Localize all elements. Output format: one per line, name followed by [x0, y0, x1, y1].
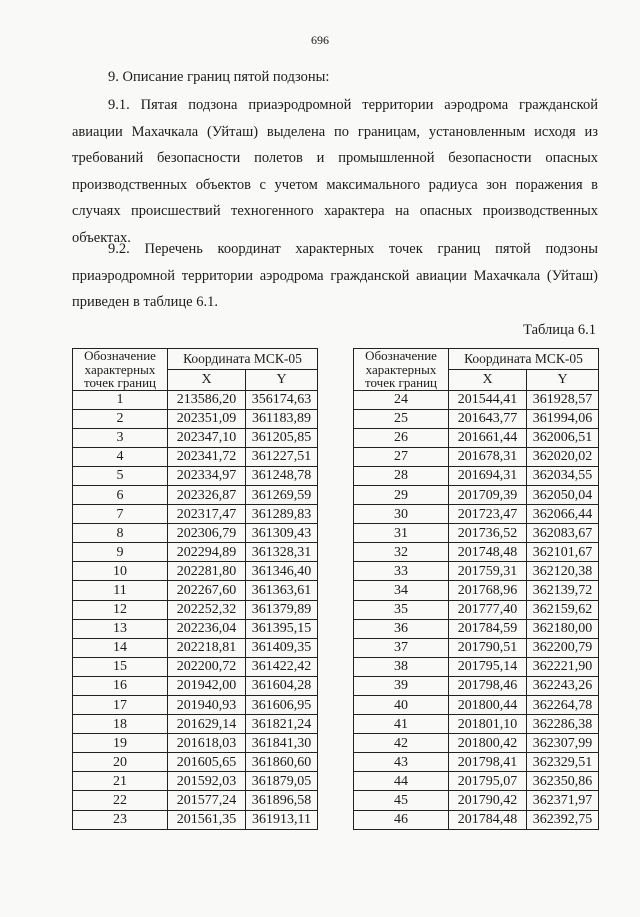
coord-x: 201768,96 [449, 581, 527, 600]
table-row [354, 505, 599, 524]
page-number: 696 [311, 33, 329, 47]
table-row [354, 810, 599, 829]
coord-y: 361248,78 [246, 466, 318, 485]
table-row [354, 466, 599, 485]
coord-x: 202317,47 [168, 505, 246, 524]
coord-y: 361328,31 [246, 543, 318, 562]
coord-y: 361879,05 [246, 772, 318, 791]
point-number: 27 [354, 447, 449, 466]
coord-y: 362180,00 [527, 619, 599, 638]
point-number: 41 [354, 715, 449, 734]
table-row [73, 715, 318, 734]
coord-x: 201709,39 [449, 485, 527, 504]
point-number: 6 [73, 485, 168, 504]
table-row [73, 734, 318, 753]
coord-y: 361896,58 [246, 791, 318, 810]
table-row [354, 619, 599, 638]
coord-y: 361821,24 [246, 715, 318, 734]
coord-x: 201798,41 [449, 753, 527, 772]
coord-y: 362120,38 [527, 562, 599, 581]
point-number: 39 [354, 676, 449, 695]
coord-x: 201795,14 [449, 657, 527, 676]
table-row [354, 715, 599, 734]
point-number: 11 [73, 581, 168, 600]
paragraph-9-1: 9.1. Пятая подзона приаэродромной территории аэродрома гражданской авиации Махачкала (Уйташ) выделена по границам, установленным исходя из требований безопасности полетов и промышленной безопасности опасных производственных объектов с учетом максимального радиуса зон поражения в случаях происшествий техногенного характера на опасных производственных объектах. [72, 97, 598, 246]
coord-y: 361604,28 [246, 676, 318, 695]
coord-x: 202347,10 [168, 428, 246, 447]
coord-y: 362034,55 [527, 466, 599, 485]
coord-x: 201577,24 [168, 791, 246, 810]
table-row [73, 676, 318, 695]
section-heading: 9. Описание границ пятой подзоны: [108, 69, 330, 85]
point-number: 8 [73, 524, 168, 543]
table-row [354, 447, 599, 466]
coord-x: 201694,31 [449, 466, 527, 485]
table-row [73, 543, 318, 562]
coord-y: 362392,75 [527, 810, 599, 829]
table-row [354, 581, 599, 600]
coord-y: 361346,40 [246, 562, 318, 581]
coord-y: 362307,99 [527, 734, 599, 753]
point-number: 43 [354, 753, 449, 772]
point-number: 34 [354, 581, 449, 600]
point-number: 23 [73, 810, 168, 829]
coord-x: 201801,10 [449, 715, 527, 734]
table-row [354, 772, 599, 791]
coord-y: 361994,06 [527, 409, 599, 428]
coord-y: 361606,95 [246, 696, 318, 715]
coord-x: 202267,60 [168, 581, 246, 600]
table-row [354, 676, 599, 695]
point-number: 19 [73, 734, 168, 753]
coord-x: 201561,35 [168, 810, 246, 829]
coordinates-table-right [353, 348, 599, 830]
table-row [354, 543, 599, 562]
table-row [73, 390, 318, 409]
point-number: 18 [73, 715, 168, 734]
coord-x: 202351,09 [168, 409, 246, 428]
coord-y: 361395,15 [246, 619, 318, 638]
table-row [354, 753, 599, 772]
coord-y: 362159,62 [527, 600, 599, 619]
coord-x: 201798,46 [449, 676, 527, 695]
coord-y: 362350,86 [527, 772, 599, 791]
coord-y: 361289,83 [246, 505, 318, 524]
point-number: 22 [73, 791, 168, 810]
header-y: Y [527, 369, 599, 390]
coord-x: 202218,81 [168, 638, 246, 657]
point-number: 1 [73, 390, 168, 409]
coord-x: 201784,59 [449, 619, 527, 638]
table-row [354, 657, 599, 676]
coord-x: 201800,44 [449, 696, 527, 715]
coord-x: 202326,87 [168, 485, 246, 504]
coord-x: 201942,00 [168, 676, 246, 695]
table-row [354, 600, 599, 619]
point-number: 29 [354, 485, 449, 504]
coord-y: 361205,85 [246, 428, 318, 447]
coord-y: 356174,63 [246, 390, 318, 409]
point-number: 14 [73, 638, 168, 657]
coord-y: 362101,67 [527, 543, 599, 562]
point-number: 5 [73, 466, 168, 485]
table-row [73, 485, 318, 504]
point-number: 3 [73, 428, 168, 447]
table-row [73, 638, 318, 657]
coord-y: 361363,61 [246, 581, 318, 600]
coord-y: 361913,11 [246, 810, 318, 829]
table-row [354, 390, 599, 409]
table-row [73, 409, 318, 428]
table-row [73, 810, 318, 829]
point-number: 2 [73, 409, 168, 428]
point-number: 20 [73, 753, 168, 772]
header-x: X [449, 369, 527, 390]
point-number: 28 [354, 466, 449, 485]
point-number: 24 [354, 390, 449, 409]
coord-x: 202200,72 [168, 657, 246, 676]
point-number: 17 [73, 696, 168, 715]
coord-y: 362066,44 [527, 505, 599, 524]
point-number: 30 [354, 505, 449, 524]
coord-x: 201777,40 [449, 600, 527, 619]
coord-y: 362329,51 [527, 753, 599, 772]
table-row [354, 638, 599, 657]
coord-x: 201759,31 [449, 562, 527, 581]
point-number: 44 [354, 772, 449, 791]
point-number: 26 [354, 428, 449, 447]
table-row [73, 657, 318, 676]
coord-x: 201784,48 [449, 810, 527, 829]
coord-x: 202294,89 [168, 543, 246, 562]
header-y: Y [246, 369, 318, 390]
coord-y: 361183,89 [246, 409, 318, 428]
coord-x: 201678,31 [449, 447, 527, 466]
table-row [354, 734, 599, 753]
coord-x: 201723,47 [449, 505, 527, 524]
coord-y: 361227,51 [246, 447, 318, 466]
table-row [73, 753, 318, 772]
table-row [73, 447, 318, 466]
table-row [73, 772, 318, 791]
coordinates-table-left [72, 348, 318, 830]
point-number: 45 [354, 791, 449, 810]
coord-x: 201592,03 [168, 772, 246, 791]
table-row [73, 600, 318, 619]
coord-x: 201643,77 [449, 409, 527, 428]
table-row [354, 485, 599, 504]
point-number: 25 [354, 409, 449, 428]
coord-x: 202252,32 [168, 600, 246, 619]
point-number: 7 [73, 505, 168, 524]
paragraph-9-2: 9.2. Перечень координат характерных точек границ пятой подзоны приаэродромной территории аэродрома гражданской авиации Махачкала (Уйташ) приведен в таблице 6.1. [72, 241, 598, 310]
point-number: 21 [73, 772, 168, 791]
coord-y: 362264,78 [527, 696, 599, 715]
coord-y: 361269,59 [246, 485, 318, 504]
coord-y: 362286,38 [527, 715, 599, 734]
table-row [73, 466, 318, 485]
header-coordinates: Координата МСК-05 [168, 349, 318, 370]
coord-x: 201629,14 [168, 715, 246, 734]
point-number: 15 [73, 657, 168, 676]
coord-x: 201544,41 [449, 390, 527, 409]
point-number: 10 [73, 562, 168, 581]
coord-y: 361409,35 [246, 638, 318, 657]
coord-x: 201795,07 [449, 772, 527, 791]
coord-y: 361422,42 [246, 657, 318, 676]
point-number: 12 [73, 600, 168, 619]
point-number: 40 [354, 696, 449, 715]
table-row [73, 505, 318, 524]
coord-y: 362050,04 [527, 485, 599, 504]
coord-x: 201790,42 [449, 791, 527, 810]
coord-x: 201618,03 [168, 734, 246, 753]
coord-y: 361860,60 [246, 753, 318, 772]
coord-y: 361309,43 [246, 524, 318, 543]
coord-x: 202341,72 [168, 447, 246, 466]
coord-x: 201940,93 [168, 696, 246, 715]
coord-y: 361841,30 [246, 734, 318, 753]
table-row [73, 562, 318, 581]
header-x: X [168, 369, 246, 390]
point-number: 16 [73, 676, 168, 695]
coord-x: 202334,97 [168, 466, 246, 485]
coord-y: 361928,57 [527, 390, 599, 409]
table-row [73, 428, 318, 447]
coord-y: 362006,51 [527, 428, 599, 447]
table-row [354, 696, 599, 715]
header-points: Обозначение характерных точек границ [354, 349, 449, 391]
coord-y: 362020,02 [527, 447, 599, 466]
point-number: 33 [354, 562, 449, 581]
point-number: 35 [354, 600, 449, 619]
coord-y: 362243,26 [527, 676, 599, 695]
header-points: Обозначение характерных точек границ [73, 349, 168, 391]
point-number: 37 [354, 638, 449, 657]
point-number: 46 [354, 810, 449, 829]
coord-x: 202281,80 [168, 562, 246, 581]
point-number: 9 [73, 543, 168, 562]
point-number: 32 [354, 543, 449, 562]
table-row [354, 409, 599, 428]
coord-y: 361379,89 [246, 600, 318, 619]
table-row [354, 524, 599, 543]
coord-y: 362200,79 [527, 638, 599, 657]
coord-y: 362083,67 [527, 524, 599, 543]
coord-y: 362221,90 [527, 657, 599, 676]
coord-y: 362371,97 [527, 791, 599, 810]
point-number: 4 [73, 447, 168, 466]
coord-y: 362139,72 [527, 581, 599, 600]
point-number: 31 [354, 524, 449, 543]
point-number: 36 [354, 619, 449, 638]
coord-x: 201790,51 [449, 638, 527, 657]
table-row [354, 791, 599, 810]
coord-x: 202236,04 [168, 619, 246, 638]
table-row [354, 428, 599, 447]
point-number: 13 [73, 619, 168, 638]
point-number: 38 [354, 657, 449, 676]
table-row [73, 581, 318, 600]
table-row [73, 524, 318, 543]
coord-x: 201661,44 [449, 428, 527, 447]
coord-x: 201800,42 [449, 734, 527, 753]
coord-x: 201748,48 [449, 543, 527, 562]
coord-x: 202306,79 [168, 524, 246, 543]
point-number: 42 [354, 734, 449, 753]
coord-x: 213586,20 [168, 390, 246, 409]
table-row [73, 619, 318, 638]
header-coordinates: Координата МСК-05 [449, 349, 599, 370]
coord-x: 201736,52 [449, 524, 527, 543]
table-row [73, 791, 318, 810]
table-row [73, 696, 318, 715]
table-caption: Таблица 6.1 [523, 322, 596, 338]
table-row [354, 562, 599, 581]
coord-x: 201605,65 [168, 753, 246, 772]
